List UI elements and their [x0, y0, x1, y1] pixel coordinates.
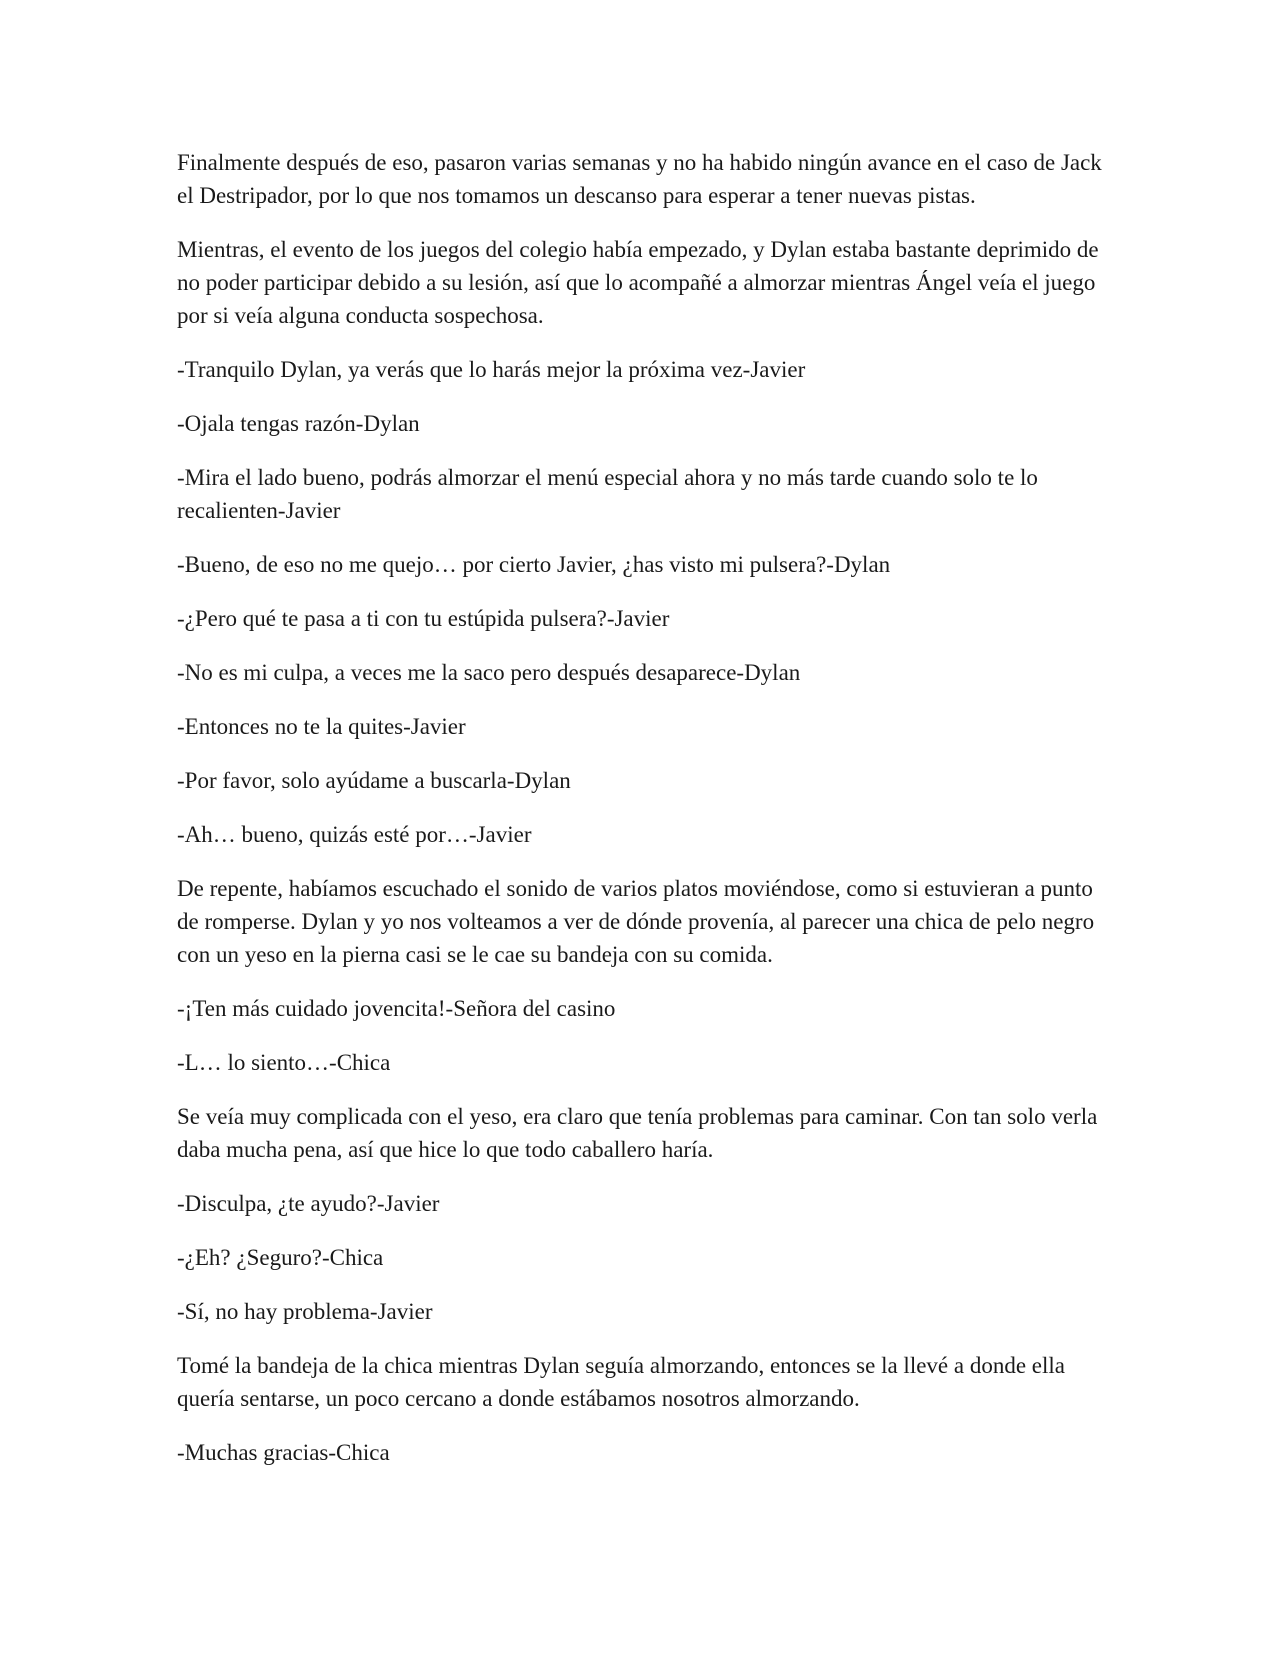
dialogue-line-12: -Disculpa, ¿te ayudo?-Javier	[177, 1191, 440, 1216]
document-body	[177, 146, 1107, 1490]
paragraph-1: Finalmente después de eso, pasaron varias semanas y no ha habido ningún avance en el caso de Jack el Destripador, por lo que nos tomamos un descanso para esperar a tener nuevas pistas.	[177, 150, 1102, 208]
dialogue-line-8: -Por favor, solo ayúdame a buscarla-Dylan	[177, 768, 571, 793]
dialogue-line-7: -Entonces no te la quites-Javier	[177, 714, 466, 739]
dialogue-line-15: -Muchas gracias-Chica	[177, 1440, 390, 1465]
paragraph-5: Tomé la bandeja de la chica mientras Dylan seguía almorzando, entonces se la llevé a donde ella quería sentarse, un poco cercano a donde estábamos nosotros almorzando.	[177, 1353, 1065, 1411]
dialogue-line-3: -Mira el lado bueno, podrás almorzar el menú especial ahora y no más tarde cuando solo te lo recalienten-Javier	[177, 465, 1038, 523]
dialogue-line-14: -Sí, no hay problema-Javier	[177, 1299, 433, 1324]
dialogue-line-9: -Ah… bueno, quizás esté por…-Javier	[177, 822, 532, 847]
dialogue-line-11: -L… lo siento…-Chica	[177, 1050, 391, 1075]
dialogue-line-2: -Ojala tengas razón-Dylan	[177, 411, 420, 436]
dialogue-line-13: -¿Eh? ¿Seguro?-Chica	[177, 1245, 384, 1270]
dialogue-line-6: -No es mi culpa, a veces me la saco pero después desaparece-Dylan	[177, 660, 801, 685]
paragraph-2: Mientras, el evento de los juegos del colegio había empezado, y Dylan estaba bastante deprimido de no poder participar debido a su lesión, así que lo acompañé a almorzar mientras Ángel veía el juego por si veía alguna conducta sospechosa.	[177, 237, 1099, 328]
dialogue-line-1: -Tranquilo Dylan, ya verás que lo harás mejor la próxima vez-Javier	[177, 357, 806, 382]
paragraph-3: De repente, habíamos escuchado el sonido de varios platos moviéndose, como si estuvieran a punto de romperse. Dylan y yo nos volteamos a ver de dónde provenía, al parecer una chica de pelo negro con un yeso en la pierna casi se le cae su bandeja con su comida.	[177, 876, 1095, 967]
dialogue-line-4: -Bueno, de eso no me quejo… por cierto Javier, ¿has visto mi pulsera?-Dylan	[177, 552, 891, 577]
dialogue-line-5: -¿Pero qué te pasa a ti con tu estúpida pulsera?-Javier	[177, 606, 670, 631]
paragraph-4: Se veía muy complicada con el yeso, era claro que tenía problemas para caminar. Con tan solo verla daba mucha pena, así que hice lo que todo caballero haría.	[177, 1104, 1098, 1162]
dialogue-line-10: -¡Ten más cuidado jovencita!-Señora del casino	[177, 996, 616, 1021]
